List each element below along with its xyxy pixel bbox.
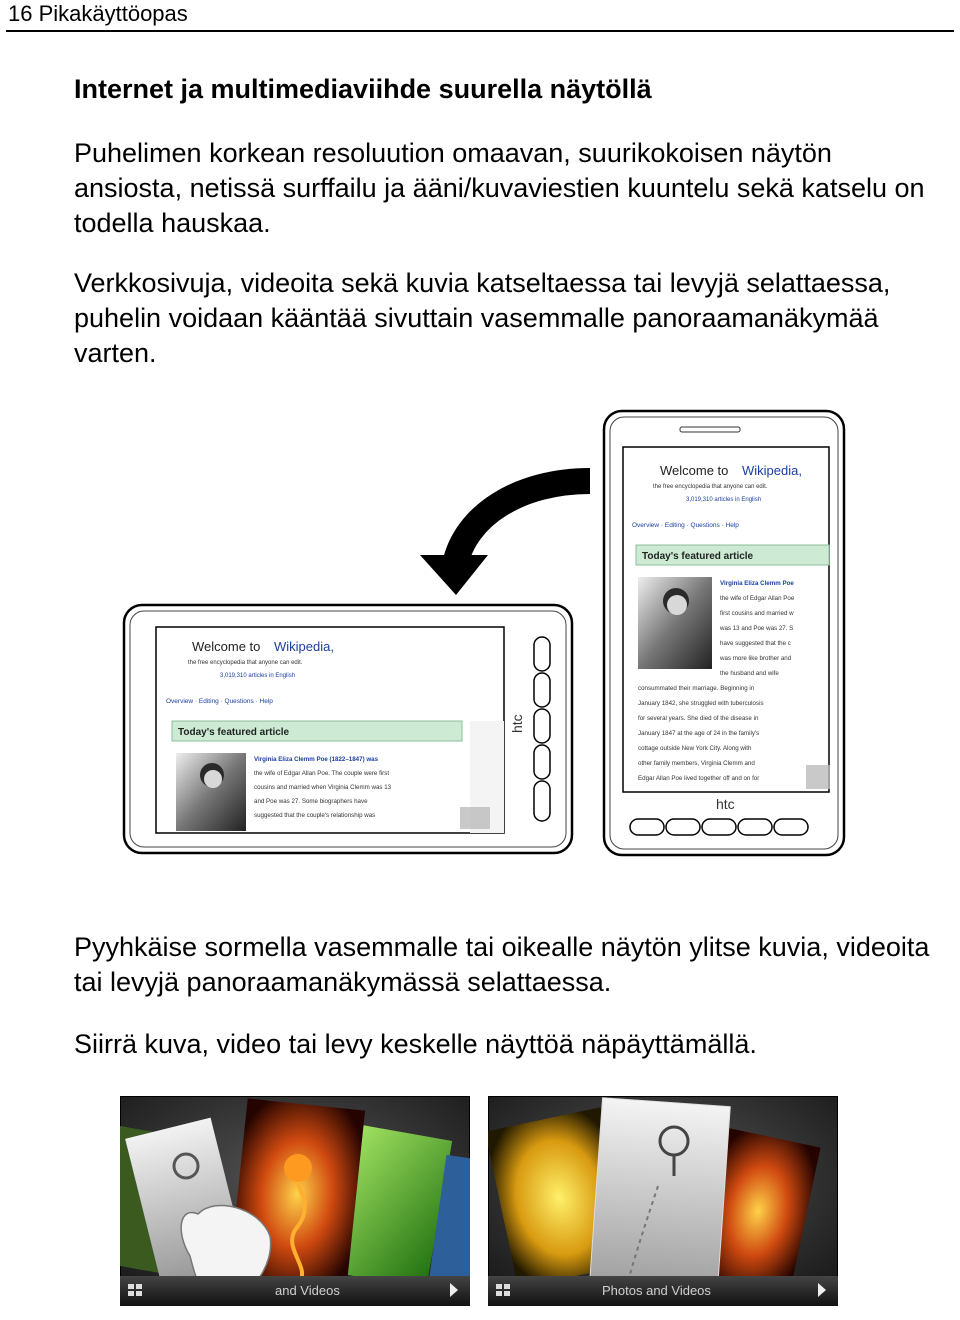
landscape-featured-title: Today's featured article	[178, 727, 290, 738]
landscape-article-count: 3,019,310 articles in English	[220, 673, 296, 679]
media-bar-label-left: and Videos	[275, 1283, 340, 1298]
portrait-key-back[interactable]	[738, 819, 772, 835]
landscape-line-2: cousins and married when Virginia Clemm was 13	[254, 784, 392, 791]
portrait-line-9: for several years. She died of the disease in	[638, 715, 759, 722]
landscape-line-4: suggested that the couple's relationship was	[254, 812, 376, 819]
portrait-welcome: Welcome to	[660, 463, 729, 478]
portrait-line-6: the husband and wife	[720, 670, 779, 677]
paragraph-intro: Puhelimen korkean resoluution omaavan, suurikokoisen näytön ansiosta, netissä surffailu ja ääni/kuvaviestien kuuntelu sekä katselu on todella hauskaa.	[74, 138, 925, 238]
paragraph-landscape: Verkkosivuja, videoita sekä kuvia katseltaessa tai levyjä selattaessa, puhelin voidaan kääntää sivuttain vasemmalle panoraamanäkymää varten.	[74, 268, 891, 368]
rotate-arrow-icon	[420, 481, 590, 595]
landscape-line-1: the wife of Edgar Allan Poe. The couple were first	[254, 770, 390, 777]
landscape-site-name: Wikipedia,	[274, 639, 334, 654]
landscape-tagline: the free encyclopedia that anyone can edit.	[188, 660, 303, 666]
landscape-line-0: Virginia Eliza Clemm Poe (1822–1847) was	[254, 756, 379, 763]
portrait-key-end[interactable]	[774, 819, 808, 835]
media-bar-label-right: Photos and Videos	[602, 1283, 711, 1298]
page-header: 16 Pikakäyttöopas	[8, 1, 188, 26]
media-screenshot-right	[488, 1096, 838, 1306]
portrait-line-0: Virginia Eliza Clemm Poe	[720, 580, 794, 587]
header-rule	[6, 30, 954, 32]
portrait-line-13: Edgar Allan Poe lived together off and on for	[638, 775, 760, 782]
portrait-key-home[interactable]	[666, 819, 700, 835]
portrait-line-8: January 1842, she struggled with tuberculosis	[638, 700, 764, 707]
landscape-key-call[interactable]	[534, 637, 550, 671]
portrait-brand: htc	[716, 796, 735, 812]
landscape-key-back[interactable]	[534, 745, 550, 779]
landscape-key-home[interactable]	[534, 673, 550, 707]
landscape-key-menu[interactable]	[534, 709, 550, 743]
portrait-article-count: 3,019,310 articles in English	[686, 497, 762, 503]
portrait-site-name: Wikipedia,	[742, 463, 802, 478]
portrait-line-1: the wife of Edgar Allan Poe	[720, 595, 795, 602]
portrait-line-4: have suggested that the c	[720, 640, 791, 647]
phone-rotation-figure	[120, 405, 850, 860]
portrait-nav[interactable]: Overview · Editing · Questions · Help	[632, 522, 739, 529]
landscape-line-3: and Poe was 27. Some biographers have	[254, 798, 368, 805]
portrait-featured-title: Today's featured article	[642, 551, 754, 562]
portrait-key-menu[interactable]	[702, 819, 736, 835]
portrait-line-2: first cousins and married w	[720, 610, 794, 617]
portrait-line-7: consummated their marriage. Beginning in	[638, 685, 755, 692]
landscape-nav[interactable]: Overview · Editing · Questions · Help	[166, 698, 273, 705]
landscape-welcome: Welcome to	[192, 639, 261, 654]
section-heading: Internet ja multimediaviihde suurella näytöllä	[74, 74, 652, 104]
paragraph-tap: Siirrä kuva, video tai levy keskelle näyttöä näpäyttämällä.	[74, 1029, 757, 1059]
portrait-line-5: was more like brother and	[720, 655, 792, 662]
photo-snow-tree-icon[interactable]	[590, 1098, 731, 1290]
portrait-line-12: other family members, Virginia Clemm and	[638, 760, 755, 767]
portrait-key-call[interactable]	[630, 819, 664, 835]
portrait-line-11: cottage outside New York City. Along with	[638, 745, 752, 752]
paragraph-swipe: Pyyhkäise sormella vasemmalle tai oikealle näytön ylitse kuvia, videoita tai levyjä panoraamanäkymässä selattaessa.	[74, 932, 930, 997]
portrait-line-10: January 1847 at the age of 24 in the family's	[638, 730, 760, 737]
landscape-brand: htc	[509, 714, 525, 733]
portrait-tagline: the free encyclopedia that anyone can edit.	[653, 484, 768, 490]
portrait-line-3: was 13 and Poe was 27. S	[720, 625, 794, 632]
media-screenshot-left	[120, 1096, 470, 1306]
portrait-phone	[604, 411, 844, 855]
landscape-key-end[interactable]	[534, 781, 550, 821]
landscape-phone	[124, 605, 572, 853]
